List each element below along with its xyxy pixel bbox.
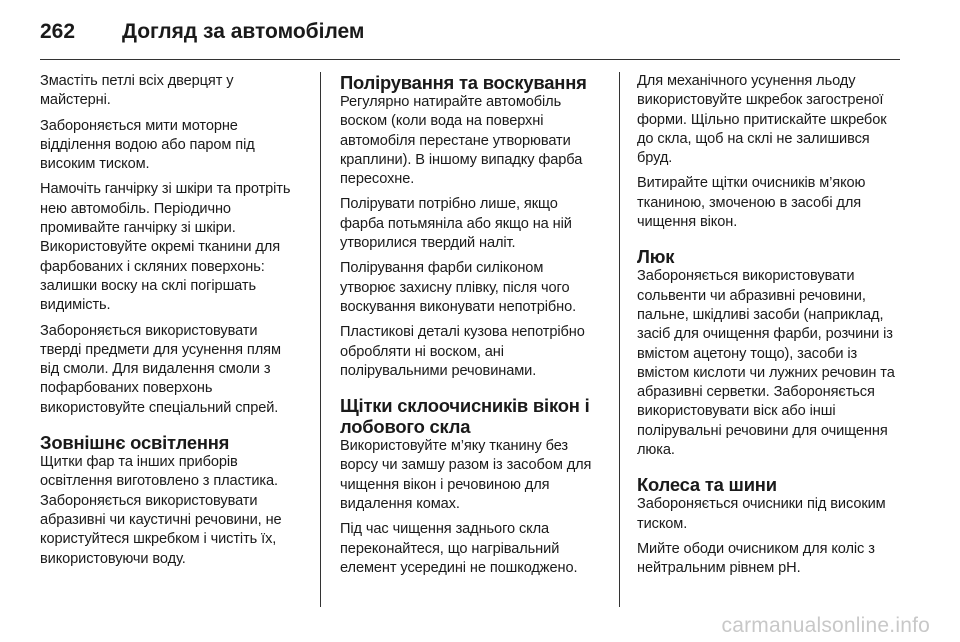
- watermark: carmanualsonline.info: [721, 614, 930, 637]
- paragraph: Пластикові деталі кузова непотрібно обробляти ні воском, ані полірувальними речовинами.: [340, 324, 585, 379]
- paragraph: Полірувати потрібно лише, якщо фарба потьмяніла або якщо на ній утворилися твердий наліт.: [340, 196, 572, 252]
- paragraph: Мийте ободи очисником для коліс з нейтральним рівнем pH.: [637, 540, 875, 577]
- column-3: [637, 72, 899, 585]
- paragraph: Змастіть петлі всіх дверцят у майстерні.: [40, 73, 234, 109]
- section-heading-wheels: Колеса та шини: [637, 474, 777, 496]
- paragraph: Намочіть ганчірку зі шкіри та протріть нею автомобіль. Періодично промивайте ганчірку зі шкіри. Використовуйте окремі тканини для фарбованих і скляних поверхонь: залишки воску на склі погіршать видимість.: [40, 181, 291, 314]
- paragraph: Витирайте щітки очисників м’якою тканиною, змоченою в засобі для чищення вікон.: [637, 175, 866, 231]
- column-1: [40, 72, 302, 575]
- paragraph: Щитки фар та інших приборів освітлення виготовлено з пластика. Забороняється використовувати абразивні чи каустичні речовини, не користуйтеся шкребком і чистіть їх, використовуючи воду.: [40, 454, 282, 567]
- section-heading-wipers: Щітки склоочисників вікон і лобового скла: [340, 395, 590, 438]
- section-heading-polishing: Полірування та воскування: [340, 72, 587, 93]
- page-title: Догляд за автомобілем: [122, 20, 365, 43]
- column-divider: [619, 72, 620, 607]
- page-header: [40, 20, 364, 50]
- paragraph: Забороняється очисники під високим тиском.: [637, 496, 886, 532]
- paragraph: Для механічного усунення льоду використовуйте шкребок загостреної форми. Щільно притискайте шкребок до скла, щоб на склі не залишився бруд.: [637, 73, 887, 167]
- paragraph: Забороняється використовувати сольвенти чи абразивні речовини, пальне, шкідливі засоби (наприклад, засіб для очищення фарби, розчини із вмістом ацетону тощо), засоби із вмістом кислоти чи лужних речовин та абразивні серветки. Забороняється використовувати віск або інші полірувальні речовини для очищення люка.: [637, 268, 895, 459]
- section-heading-sunroof: Люк: [637, 246, 675, 268]
- paragraph: Регулярно натирайте автомобіль воском (коли вода на поверхні автомобіля перестане утворювати краплини). В іншому випадку фарба пересохне.: [340, 94, 583, 188]
- paragraph: Забороняється мити моторне відділення водою або паром під високим тиском.: [40, 117, 255, 173]
- paragraph: Полірування фарби силіконом утворює захисну плівку, після чого воскування виконувати непотрібно.: [340, 260, 577, 315]
- column-2: [340, 72, 602, 584]
- page-number: 262: [40, 20, 76, 43]
- section-heading-exterior-lights: Зовнішнє освітлення: [40, 432, 230, 454]
- paragraph: Використовуйте м’яку тканину без ворсу чи замшу разом із засобом для чищення вікон і речовиною для видалення комах.: [340, 438, 592, 513]
- column-divider: [320, 72, 321, 607]
- paragraph: Під час чищення заднього скла переконайтеся, що нагрівальний елемент усередині не пошкоджено.: [340, 521, 578, 576]
- paragraph: Забороняється використовувати тверді предмети для усунення плям від смоли. Для видалення смоли з пофарбованих поверхонь використовуйте спеціальний спрей.: [40, 322, 281, 416]
- header-divider: [40, 59, 900, 60]
